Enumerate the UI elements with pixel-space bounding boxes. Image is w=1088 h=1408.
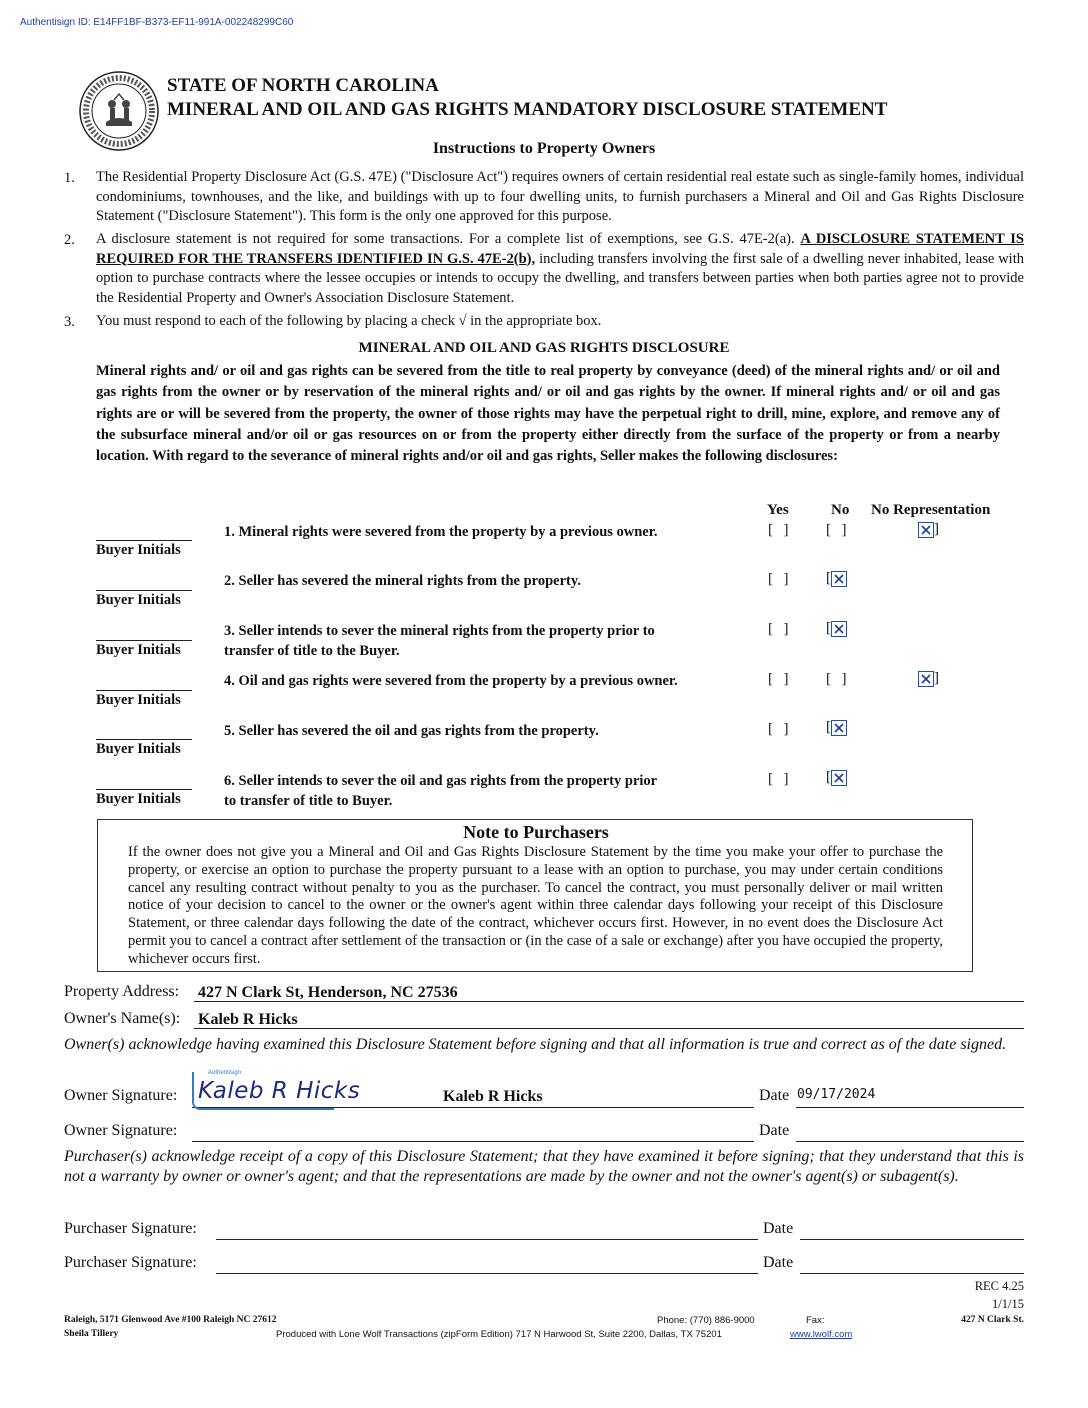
instructions-heading: Instructions to Property Owners: [432, 140, 656, 157]
checked-x-icon: [918, 522, 934, 538]
note-to-purchasers-box: [97, 819, 973, 972]
property-address-label: Property Address:: [64, 983, 180, 1000]
instruction-2-text-a: A disclosure statement is not required for some transactions. For a complete list of exemptions, see G.S. 47E-2(a).: [96, 231, 801, 247]
owner-signature-date-label: Date: [759, 1087, 790, 1104]
purchaser-signature-1-label: Purchaser Signature:: [64, 1220, 197, 1237]
no-checkbox[interactable]: [: [826, 769, 847, 786]
footer-file: 427 N Clark St.: [961, 1315, 1024, 1325]
checked-x-icon: [831, 621, 847, 637]
question-text: [224, 621, 655, 661]
question-text: 5. Seller has severed the oil and gas rights from the property.: [224, 723, 599, 739]
column-no-representation: No Representation: [871, 502, 991, 518]
buyer-initials-label: Buyer Initials: [96, 791, 181, 807]
column-no: No: [831, 502, 850, 518]
instruction-2-required-notice: A DISCLOSURE STATEMENT IS REQUIRED FOR THE TRANSFERS IDENTIFIED IN G.S. 47E-2(b),: [96, 231, 1024, 267]
buyer-initials-label: Buyer Initials: [96, 642, 181, 658]
form-date: 1/1/15: [992, 1297, 1024, 1311]
owner-signature-date-line: [796, 1107, 1024, 1108]
question-line-2: to transfer of title to Buyer.: [224, 793, 393, 809]
no-checkbox[interactable]: [ ]: [826, 522, 848, 538]
footer-office: Raleigh, 5171 Glenwood Ave #100 Raleigh NC 27612: [64, 1315, 277, 1325]
buyer-initials-label: Buyer Initials: [96, 692, 181, 708]
buyer-initials-line[interactable]: [96, 789, 192, 790]
e-signature-provider-tag: Authentisign: [208, 1070, 242, 1076]
yes-checkbox[interactable]: [ ]: [768, 571, 790, 587]
instruction-number-3: 3.: [64, 314, 75, 330]
question-text: 1. Mineral rights were severed from the property by a previous owner.: [224, 524, 658, 540]
owner-signature-2-line[interactable]: [192, 1141, 754, 1142]
no-representation-checkbox[interactable]: ]: [918, 670, 939, 687]
yes-checkbox[interactable]: [ ]: [768, 522, 790, 538]
yes-checkbox[interactable]: [ ]: [768, 621, 790, 637]
disclosure-heading: MINERAL AND OIL AND GAS RIGHTS DISCLOSURE: [358, 340, 730, 356]
instruction-number-1: 1.: [64, 170, 75, 186]
owner-name-value[interactable]: Kaleb R Hicks: [198, 1011, 298, 1028]
yes-checkbox[interactable]: [ ]: [768, 721, 790, 737]
owner-signature-2-date-label: Date: [759, 1122, 790, 1139]
buyer-initials-line[interactable]: [96, 690, 192, 691]
instruction-number-2: 2.: [64, 232, 75, 248]
buyer-initials-line[interactable]: [96, 640, 192, 641]
no-checkbox[interactable]: [: [826, 719, 847, 736]
purchaser-signature-2-date-label: Date: [763, 1254, 794, 1271]
buyer-initials-label: Buyer Initials: [96, 592, 181, 608]
instruction-2-text-b: including transfers involving the first sale of a dwelling never inhabited, lease with option to purchase contracts where the lessee occupies or intends to occupy the dwelling, and transfers between parties when both parties agree not to provide the Residential Property and Owner's Association Disclosure Statement.: [96, 250, 1024, 306]
form-id: REC 4.25: [974, 1279, 1024, 1293]
purchaser-signature-2-label: Purchaser Signature:: [64, 1254, 197, 1271]
footer-produced: Produced with Lone Wolf Transactions (zipForm Edition) 717 N Harwood St, Suite 2200, Dallas, TX 75201: [276, 1329, 722, 1340]
purchaser-signature-1-date-line[interactable]: [800, 1239, 1024, 1240]
question-line-1: 6. Seller intends to sever the oil and gas rights from the property prior: [224, 773, 658, 789]
yes-checkbox[interactable]: [ ]: [768, 671, 790, 687]
checked-x-icon: [918, 671, 934, 687]
note-text: If the owner does not give you a Mineral and Oil and Gas Rights Disclosure Statement by the time you make your offer to purchase the property, or exercise an option to purchase the property pursuant to a lease with an option to purchase, you may under certain conditions cancel any resulting contract without penalty to you as the purchaser. To cancel the contract, you must personally deliver or mail written notice of your decision to cancel to the owner or the owner's agent within three calendar days following your receipt of this Disclosure Statement, or three calendar days following the date of the contract, whichever occurs first. However, in no event does the Disclosure Act permit you to cancel a contract after settlement of the transaction or (in the case of a sale or exchange) after you have occupied the property, whichever occurs first.: [128, 844, 943, 967]
buyer-initials-label: Buyer Initials: [96, 741, 181, 757]
buyer-initials-line[interactable]: [96, 739, 192, 740]
property-address-value[interactable]: 427 N Clark St, Henderson, NC 27536: [198, 984, 458, 1001]
owner-signature-label: Owner Signature:: [64, 1087, 178, 1104]
checked-x-icon: [831, 720, 847, 736]
question-text: 2. Seller has severed the mineral rights from the property.: [224, 573, 581, 589]
buyer-initials-label: Buyer Initials: [96, 542, 181, 558]
owner-signature-date-value[interactable]: 09/17/2024: [797, 1087, 876, 1102]
disclosure-text: Mineral rights and/ or oil and gas rights can be severed from the title to real property by conveyance (deed) of the mineral rights and/ or oil and gas rights from the owner or by reservation of the mineral rights and/ or oil and gas rights by the owner. If mineral rights and/ or oil and gas rights are or will be severed from the property, the owner of those rights may have the perpetual right to drill, mine, explore, and remove any of the subsurface mineral and/or oil or gas resources on or from the property either directly from the surface of the property or from a nearby location. With regard to the severance of mineral rights and/or oil and gas rights, Seller makes the following disclosures:: [96, 363, 1000, 465]
owner-name-label: Owner's Name(s):: [64, 1010, 181, 1027]
column-yes: Yes: [767, 502, 789, 518]
instruction-3: You must respond to each of the following by placing a check √ in the appropriate box.: [96, 313, 602, 329]
yes-checkbox[interactable]: [ ]: [768, 771, 790, 787]
no-representation-checkbox[interactable]: ]: [918, 521, 939, 538]
owner-acknowledgment: Owner(s) acknowledge having examined this Disclosure Statement before signing and that all information is true and correct as of the date signed.: [64, 1036, 1007, 1053]
checked-x-icon: [831, 571, 847, 587]
question-line-2: transfer of title to the Buyer.: [224, 643, 400, 659]
document-title: [167, 74, 887, 122]
footer-fax: Fax:: [806, 1315, 825, 1326]
note-heading: Note to Purchasers: [463, 822, 609, 842]
instruction-1: The Residential Property Disclosure Act (G.S. 47E) ("Disclosure Act") requires owners of certain residential real estate such as single-family homes, individual condominiums, townhouses, and the like, and buildings with up to four dwelling units, to furnish purchasers a Mineral and Oil and Gas Rights Disclosure Statement ("Disclosure Statement"). This form is the only one approved for this purpose.: [96, 169, 1024, 224]
purchaser-signature-1-line[interactable]: [216, 1239, 758, 1240]
no-checkbox[interactable]: [: [826, 570, 847, 587]
no-checkbox[interactable]: [: [826, 620, 847, 637]
purchaser-signature-2-line[interactable]: [216, 1273, 758, 1274]
purchaser-acknowledgment: Purchaser(s) acknowledge receipt of a copy of this Disclosure Statement; that they have examined it before signing; that they understand that this is not a warranty by owner or owner's agent; and that the representations are made by the owner and not the owner's agent(s) or subagent(s).: [64, 1148, 1024, 1185]
question-text: [224, 771, 657, 811]
purchaser-signature-2-date-line[interactable]: [800, 1273, 1024, 1274]
owner-name-line: [194, 1028, 1024, 1029]
no-checkbox[interactable]: [ ]: [826, 671, 848, 687]
authentisign-id: Authentisign ID: E14FF1BF-B373-EF11-991A-002248299C60: [20, 17, 294, 28]
buyer-initials-line[interactable]: [96, 540, 192, 541]
owner-signature-2-label: Owner Signature:: [64, 1122, 178, 1139]
owner-signature-printed-name: Kaleb R Hicks: [443, 1088, 543, 1105]
owner-handwritten-signature[interactable]: Kaleb R Hicks: [198, 1078, 361, 1104]
question-line-1: 3. Seller intends to sever the mineral rights from the property prior to: [224, 623, 655, 639]
footer-agent: Sheila Tillery: [64, 1329, 119, 1339]
instruction-2: [96, 230, 1024, 308]
owner-signature-2-date-line[interactable]: [796, 1141, 1024, 1142]
buyer-initials-line[interactable]: [96, 590, 192, 591]
checked-x-icon: [831, 770, 847, 786]
question-text: 4. Oil and gas rights were severed from the property by a previous owner.: [224, 673, 678, 689]
title-state: STATE OF NORTH CAROLINA: [167, 75, 439, 96]
footer-phone: Phone: (770) 886-9000: [657, 1315, 755, 1326]
purchaser-signature-1-date-label: Date: [763, 1220, 794, 1237]
title-form-name: MINERAL AND OIL AND GAS RIGHTS MANDATORY DISCLOSURE STATEMENT: [167, 99, 888, 120]
footer-website-link[interactable]: www.lwolf.com: [790, 1329, 853, 1340]
